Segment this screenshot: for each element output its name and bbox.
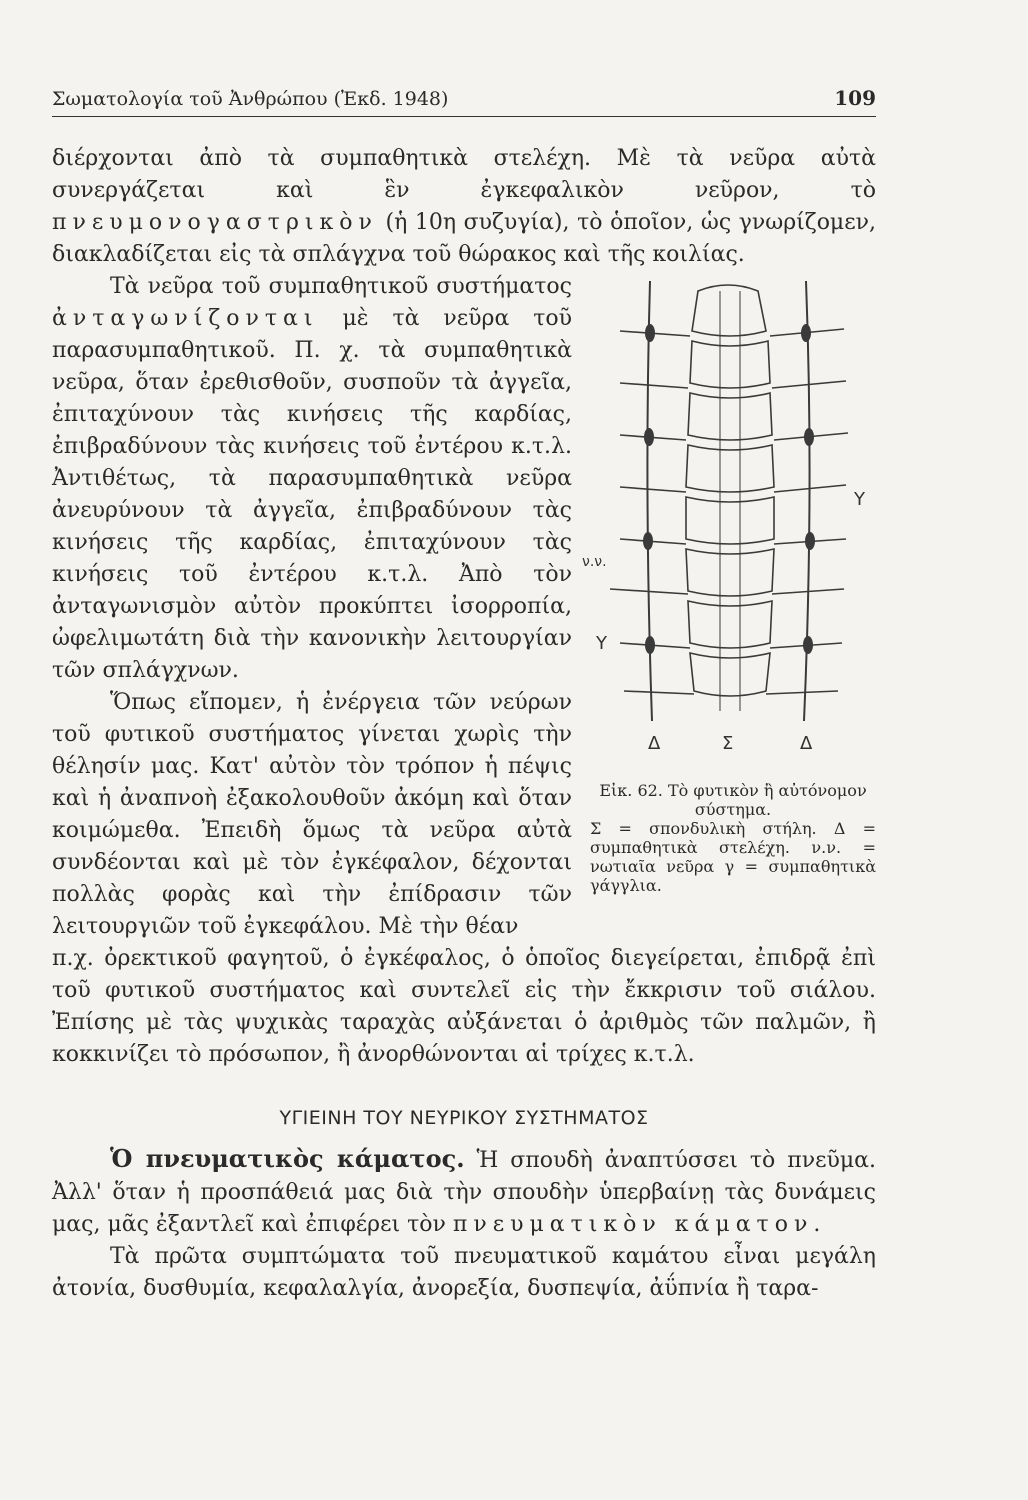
antagonism-text-b: μὲ τὰ νεῦρα τοῦ παρασυμπαθητικοῦ. Π. χ. τὰ συμπαθητικὰ νεῦρα, ὅταν ἐρεθισθοῦν, συσποῦν τὰ ἀγγεῖα, ἐπιταχύνουν τὰς κινήσεις τῆς καρδίας, ἐπιβραδύνουν τὰς κινήσεις τοῦ ἐντέρου κ.τ.λ. Ἀντιθέτως, τὰ παρασυμπαθητικὰ νεῦρα ἀνευρύνουν τὰ ἀγγεῖα, ἐπιβραδύνουν τὰς κινήσεις τῆς καρδίας, ἐπιταχύνουν τὰς κινήσεις τοῦ ἐντέρου κ.τ.λ. Ἀπὸ τὸν ἀνταγωνισμὸν αὐτὸν προκύπτει ἰσορροπία, ὠφελιμωτάτη διὰ τὴν κανονικὴν λειτουργίαν τῶν σπλάγχνων. — [52, 306, 572, 683]
vertebra-3 — [688, 393, 772, 440]
page-number: 109 — [834, 86, 876, 110]
ganglion — [804, 428, 814, 446]
ganglion — [645, 324, 655, 342]
figure-caption — [580, 781, 876, 895]
intro-spaced-term: πνευμονογαστρικὸν — [52, 210, 378, 235]
section-heading: ΥΓΙΕΙΝΗ ΤΟΥ ΝΕΥΡΙΚΟΥ ΣΥΣΤΗΜΑΤΟΣ — [279, 1107, 649, 1129]
caption-body: Σ = σπονδυλικὴ στήλη. Δ = συμπαθητικὰ στελέχη. ν.ν. = νωτιαῖα νεῦρα γ = συμπαθητικὰ γάγγλια. — [590, 819, 876, 895]
figure-62 — [580, 271, 876, 943]
fatigue-lead: Ὁ πνευματικὸς κάματος. — [110, 1144, 465, 1173]
vertebra-1 — [692, 285, 766, 336]
antagonism-paragraph — [52, 271, 572, 687]
ganglion — [644, 428, 654, 446]
ganglion — [805, 532, 815, 550]
fatigue-text-a: Ἡ σπουδὴ ἀναπτύσσει τὸ πνεῦμα. Ἀλλ' ὅταν ἡ προσπάθειά μας διὰ τὴν σπουδὴν ὑπερβαίνῃ τὰς δυνάμεις μας, μᾶς ἐξαντλεῖ καὶ ἐπιφέρει τὸν — [52, 1148, 877, 1237]
ganglion — [645, 636, 655, 654]
intro-paragraph — [52, 143, 876, 271]
label-y-left: Υ — [596, 633, 607, 654]
fatigue-text-b: . — [813, 1212, 821, 1237]
vertebra-2 — [690, 341, 770, 388]
vertebra-4 — [686, 445, 774, 492]
label-sigma: Σ — [722, 733, 734, 754]
ganglion — [643, 532, 653, 550]
intro-text-2: (ἡ 10η συζυγία), τὸ ὁποῖον, ὡς γνωρίζομεν, διακλαδίζεται εἰς τὰ σπλάγχνα τοῦ θώρακος καὶ τῆς κοιλίας. — [52, 210, 876, 267]
fatigue-spaced-term: πνευματικὸν κάματον — [452, 1212, 814, 1237]
running-header — [52, 86, 876, 117]
vertebra-5 — [686, 497, 774, 544]
caption-title: Εἰκ. 62. Τὸ φυτικὸν ἢ αὐτόνομον σύστημα. — [599, 781, 867, 819]
vertebra-8 — [690, 653, 770, 696]
ganglion — [801, 324, 811, 342]
sympathetic-trunk-left — [647, 281, 652, 721]
antagonism-text-a: Τὰ νεῦρα τοῦ συμπαθητικοῦ συστήματος — [110, 274, 572, 299]
autonomic-paragraph: Ὅπως εἴπομεν, ἡ ἐνέργεια τῶν νεύρων τοῦ φυτικοῦ συστήματος γίνεται χωρὶς τὴν θέλησίν μας. Κατ' αὐτὸν τὸν τρόπον ἡ πέψις καὶ ἡ ἀναπνοὴ ἐξακολουθοῦν ἀκόμη καὶ ὅταν κοιμώμεθα. Ἐπειδὴ ὅμως τὰ νεῦρα αὐτὰ συνδέονται καὶ μὲ τὸν ἐγκέφαλον, δέχονται πολλὰς φορὰς καὶ τὴν ἐπίδρασιν τῶν λειτουργιῶν τοῦ ἐγκεφάλου. Μὲ τὴν θέαν — [52, 690, 572, 939]
antagonism-spaced-term: ἀνταγωνίζονται — [52, 306, 319, 331]
running-title: Σωματολογία τοῦ Ἀνθρώπου (Ἐκδ. 1948) — [52, 88, 449, 110]
autonomic-system-illustration — [580, 271, 876, 771]
symptoms-paragraph: Τὰ πρῶτα συμπτώματα τοῦ πνευματικοῦ καμάτου εἶναι μεγάλη ἀτονία, δυσθυμία, κεφαλαλγία, ἀνορεξία, δυσπεψία, ἀΰπνία ἢ ταρα- — [52, 1244, 876, 1301]
label-delta-left: Δ — [648, 733, 661, 754]
intro-text-1: διέρχονται ἀπὸ τὰ συμπαθητικὰ στελέχη. Μὲ τὰ νεῦρα αὐτὰ συνεργάζεται καὶ ἓν ἐγκεφαλικὸν νεῦρον, τὸ — [52, 146, 876, 203]
sympathetic-trunk-right — [804, 281, 810, 721]
vertebra-6 — [686, 549, 774, 596]
fatigue-paragraph — [52, 1143, 876, 1241]
vertebra-7 — [688, 601, 772, 648]
text-and-figure — [52, 271, 876, 943]
page — [52, 86, 876, 1305]
label-vv: ν.ν. — [582, 554, 607, 570]
label-y-right: Υ — [854, 489, 865, 510]
continuation-paragraph: π.χ. ὀρεκτικοῦ φαγητοῦ, ὁ ἐγκέφαλος, ὁ ὁποῖος διεγείρεται, ἐπιδρᾷ ἐπὶ τοῦ φυτικοῦ συστήματος καὶ συντελεῖ εἰς τὴν ἔκκρισιν τοῦ σιάλου. Ἐπίσης μὲ τὰς ψυχικὰς ταραχὰς αὐξάνεται ὁ ἀριθμὸς τῶν παλμῶν, ἢ κοκκινίζει τὸ πρόσωπον, ἢ ἀνορθώνονται αἱ τρίχες κ.τ.λ. — [52, 946, 876, 1067]
left-column — [52, 271, 572, 943]
label-delta-right: Δ — [800, 733, 813, 754]
ganglion — [803, 636, 813, 654]
